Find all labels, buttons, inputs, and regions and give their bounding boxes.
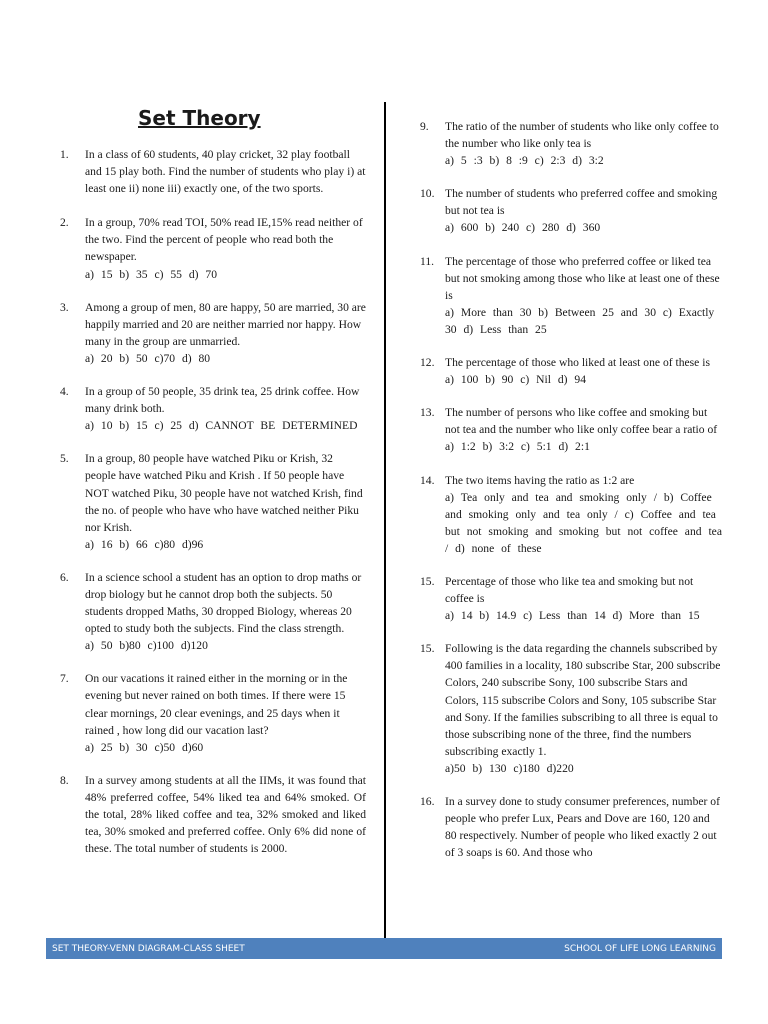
- question-2: [60, 214, 366, 282]
- footer-bar: [46, 938, 722, 959]
- question-text: The number of students who preferred coffee and smoking but not tea is: [445, 187, 718, 218]
- answer-options: a) More than 30 b) Between 25 and 30 c) Exactly 30 d) Less than 25: [445, 305, 715, 336]
- question-text: The percentage of those who preferred coffee or liked tea but not smoking among those who like at least one of these is: [445, 254, 720, 302]
- question-number: 14.: [420, 473, 435, 487]
- question-number: 1.: [60, 148, 69, 161]
- answer-options: a) 25 b) 30 c)50 d)60: [85, 740, 204, 754]
- question-number: 3.: [60, 300, 69, 314]
- answer-options: a) 1:2 b) 3:2 c) 5:1 d) 2:1: [445, 440, 590, 454]
- page-title: Set Theory: [138, 106, 261, 130]
- question-number: 6.: [60, 570, 69, 584]
- question-13: [420, 404, 724, 455]
- question-number: 16.: [420, 795, 435, 808]
- answer-options: a)50 b) 130 c)180 d)220: [445, 761, 574, 775]
- question-text: The two items having the ratio as 1:2 are: [445, 473, 635, 487]
- question-number: 15.: [420, 642, 435, 656]
- answer-options: a) 14 b) 14.9 c) Less than 14 d) More than 15: [445, 609, 700, 623]
- question-text: On our vacations it rained either in the morning or in the evening but never rained on both times. If there were 15 clear mornings, 20 clear evenings, and 25 days when it rained , how long did our vacation last?: [85, 672, 348, 737]
- question-number: 7.: [60, 672, 69, 686]
- footer-right-text: SCHOOL OF LIFE LONG LEARNING: [564, 943, 716, 954]
- question-number: 9.: [420, 120, 429, 133]
- question-number: 10.: [420, 187, 435, 201]
- question-text: In a class of 60 students, 40 play cricket, 32 play football and 15 play both. Find the number of students who play i) at least one ii) none iii) exactly one, of the two sports.: [85, 148, 366, 196]
- question-number: 8.: [60, 773, 69, 787]
- question-text: In a science school a student has an option to drop maths or drop biology but he cannot drop both the subjects. 50 students dropped Maths, 30 dropped Biology, whereas 20 opted to study both the subjects. Find the class strength.: [85, 570, 362, 636]
- question-15a: [420, 573, 724, 624]
- question-number: 5.: [60, 452, 69, 466]
- footer-left-text: SET THEORY-VENN DIAGRAM-CLASS SHEET: [52, 943, 245, 954]
- question-16: [420, 793, 724, 861]
- question-text: Percentage of those who like tea and smoking but not coffee is: [445, 574, 694, 606]
- question-9: [420, 118, 724, 169]
- column-divider: [384, 102, 386, 940]
- answer-options: a) 10 b) 15 c) 25 d) CANNOT BE DETERMINED: [85, 419, 358, 433]
- question-text: Among a group of men, 80 are happy, 50 are married, 30 are happily married and 20 are neither married nor happy. How many in the group are unmarried.: [85, 300, 366, 348]
- question-text: The ratio of the number of students who like only coffee to the number who like only tea is: [445, 120, 719, 151]
- question-12: [420, 354, 724, 388]
- question-6: [60, 569, 366, 654]
- left-column: [60, 146, 366, 857]
- question-text: Following is the data regarding the channels subscribed by 400 families in a locality, 180 subscribe Star, 200 subscribe Colors, 240 subscribe Sony, 100 subscribe Stars and Colors, 115 subscribe Colors and Sony, 105 subscribe Star and Sony. If the families subscribing to all three is equal to those subscribing none of the three, find the numbers subscribing exactly 1.: [445, 642, 721, 758]
- question-text: In a survey done to study consumer preferences, number of people who prefer Lux, Pears and Dove are 160, 120 and 80 respectively. Number of people who liked exactly 2 out of 3 soaps is 60. And those who: [445, 795, 720, 860]
- question-number: 11.: [420, 254, 435, 268]
- question-text: In a survey among students at all the IIMs, it was found that 48% preferred coffee, 54% liked tea and 64% smoked. Of the total, 28% liked coffee and tea, 32% smoked and liked tea, 30% smoked and preferred coffee. Only 6% did none of these. The total number of students is 2000.: [85, 773, 366, 856]
- answer-options: a) 16 b) 66 c)80 d)96: [85, 537, 204, 551]
- question-5: [60, 450, 366, 553]
- question-8: [60, 772, 366, 857]
- question-text: In a group, 70% read TOI, 50% read IE,15% read neither of the two. Find the percent of people who read both the newspaper.: [85, 216, 363, 264]
- answer-options: a) 50 b)80 c)100 d)120: [85, 639, 208, 653]
- question-number: 2.: [60, 216, 69, 230]
- question-1: [60, 146, 366, 197]
- question-number: 13.: [420, 406, 435, 420]
- answer-options: a) 100 b) 90 c) Nil d) 94: [445, 373, 587, 387]
- question-number: 4.: [60, 385, 69, 399]
- answer-options: a) 20 b) 50 c)70 d) 80: [85, 351, 211, 365]
- question-10: [420, 185, 724, 236]
- question-14: [420, 472, 724, 557]
- question-text: In a group, 80 people have watched Piku or Krish, 32 people have watched Piku and Krish . If 50 people have NOT watched Piku, 30 people have not watched Krish, find the no. of people who have who have watched neither Piku nor Krish.: [85, 452, 363, 534]
- question-number: 12.: [420, 356, 435, 370]
- question-15b: [420, 640, 724, 777]
- question-text: The number of persons who like coffee and smoking but not tea and the number who like only coffee bear a ratio of: [445, 406, 718, 437]
- question-number: 15.: [420, 574, 435, 588]
- question-text: The percentage of those who liked at least one of these is: [445, 356, 710, 370]
- answer-options: a) Tea only and tea and smoking only / b) Coffee and smoking only and tea only / c) Coffee and tea but not smoking and smoking but not coffee and tea / d) none of these: [445, 490, 722, 555]
- question-4: [60, 383, 366, 434]
- answer-options: a) 5 :3 b) 8 :9 c) 2:3 d) 3:2: [445, 154, 604, 168]
- answer-options: a) 600 b) 240 c) 280 d) 360: [445, 221, 601, 235]
- question-text: In a group of 50 people, 35 drink tea, 25 drink coffee. How many drink both.: [85, 385, 360, 416]
- answer-options: a) 15 b) 35 c) 55 d) 70: [85, 267, 217, 281]
- question-3: [60, 299, 366, 367]
- question-7: [60, 670, 366, 755]
- question-11: [420, 253, 724, 338]
- right-column: [420, 118, 724, 861]
